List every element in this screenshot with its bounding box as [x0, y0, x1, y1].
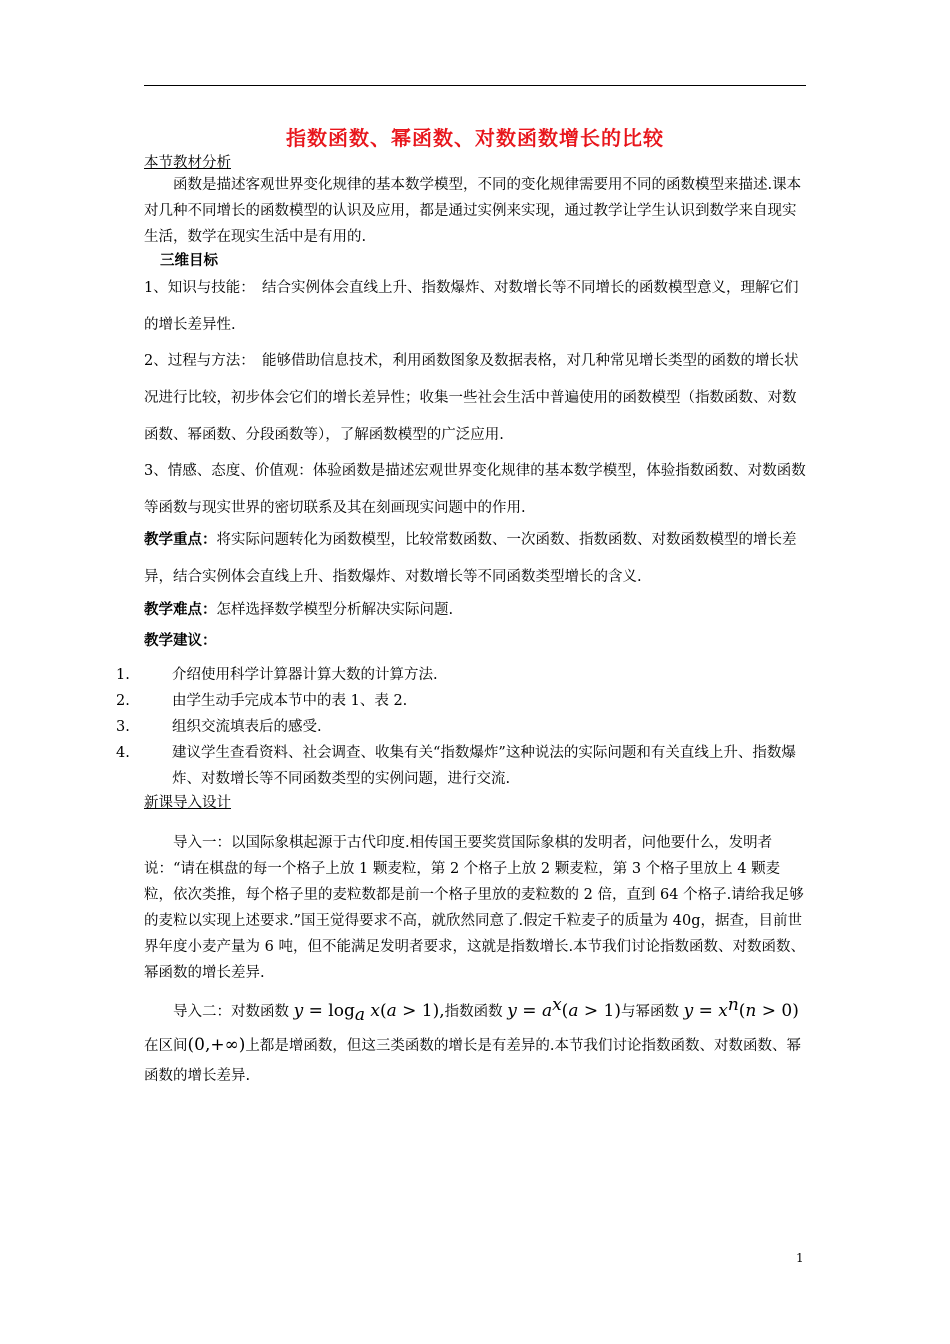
suggest-label: 教学建议：: [144, 633, 217, 649]
log-formula: $y = \log_a x(a > 1)$,: [293, 1000, 445, 1025]
intro-heading: 新课导入设计: [144, 795, 231, 811]
key-text: 将实际问题转化为函数模型，比较常数函数、一次函数、指数函数、对数函数模型的增长差异，结合实例体会直线上升、指数爆炸、对数增长等不同函数类型增长的含义.: [144, 532, 797, 585]
goal-knowledge: 1、知识与技能： 结合实例体会直线上升、指数爆炸、对数增长等不同增长的函数模型意义，理解它们的增长差异性.: [144, 280, 799, 333]
difficult-label: 教学难点：: [144, 602, 217, 618]
page-number: 1: [796, 1251, 804, 1265]
key-points: [144, 522, 806, 596]
suggestion-item: 4. 建议学生查看资料、社会调查、收集有关“指数爆炸”这种说法的实际问题和有关直线上升、指数爆炸、对数增长等不同函数类型的实例问题，进行交流.: [116, 745, 796, 787]
analysis-heading: 本节教材分析: [144, 155, 231, 171]
goal-process: 2、过程与方法： 能够借助信息技术，利用函数图象及数据表格，对几种常见增长类型的函数的增长状况进行比较，初步体会它们的增长差异性；收集一些社会生活中普遍使用的函数模型（指数函数、对数函数、幂函数、分段函数等），了解函数模型的广泛应用.: [144, 353, 799, 443]
interval-formula: (0,+∞): [187, 1034, 246, 1055]
exp-formula: $y = a^x(a > 1)$: [507, 995, 621, 1021]
intro-one-paragraph: 导入一：以国际象棋起源于古代印度.相传国王要奖赏国际象棋的发明者，问他要什么，发明者说：“请在棋盘的每一个格子上放 1 颗麦粒，第 2 个格子上放 2 颗麦粒，第 3 个格子里放上 4 颗麦粒，依次类推，每个格子里的麦粒数都是前一个格子里放的麦粒数的 2 倍，直到 64 个格子.请给我足够的麦粒以实现上述要求.”国王觉得要求不高，就欣然同意了.假定千粒麦子的质量为 40g，据查，目前世界年度小麦产量为 6 吨，但不能满足发明者要求，这就是指数增长.本节我们讨论指数函数、对数函数、幂函数的增长差异.: [144, 835, 806, 981]
suggestion-item: 3. 组织交流填表后的感受.: [116, 719, 322, 735]
header-rule: [144, 85, 806, 86]
key-label: 教学重点：: [144, 532, 217, 548]
difficult-points: [144, 592, 806, 629]
analysis-paragraph: 函数是描述客观世界变化规律的基本数学模型，不同的变化规律需要用不同的函数模型来描述.课本对几种不同增长的函数模型的认识及应用，都是通过实例来实现，通过教学让学生认识到数学来自现实生活，数学在现实生活中是有用的.: [144, 177, 802, 245]
suggestion-item: 2. 由学生动手完成本节中的表 1、表 2.: [116, 693, 408, 709]
power-formula: $y = x^n(n > 0)$: [683, 995, 799, 1021]
intro-two-paragraph: 导入二：对数函数 $y = \log_a x(a > 1)$,指数函数 $y = a^x(a > 1)$与幂函数 $y = x^n(n > 0)$在区间(0,+∞)上都是增函数，但这三类函数的增长是有差异的.本节我们讨论指数函数、对数函数、幂函数的增长差异.: [144, 995, 801, 1084]
goal-emotion: 3、情感、态度、价值观：体验函数是描述宏观世界变化规律的基本数学模型，体验指数函数、对数函数等函数与现实世界的密切联系及其在刻画现实问题中的作用.: [144, 463, 806, 516]
document-title: 指数函数、幂函数、对数函数增长的比较: [286, 126, 664, 150]
goals-heading: 三维目标: [160, 253, 218, 269]
suggestion-item: 1. 介绍使用科学计算器计算大数的计算方法.: [116, 667, 438, 683]
difficult-text: 怎样选择数学模型分析解决实际问题.: [216, 602, 454, 618]
